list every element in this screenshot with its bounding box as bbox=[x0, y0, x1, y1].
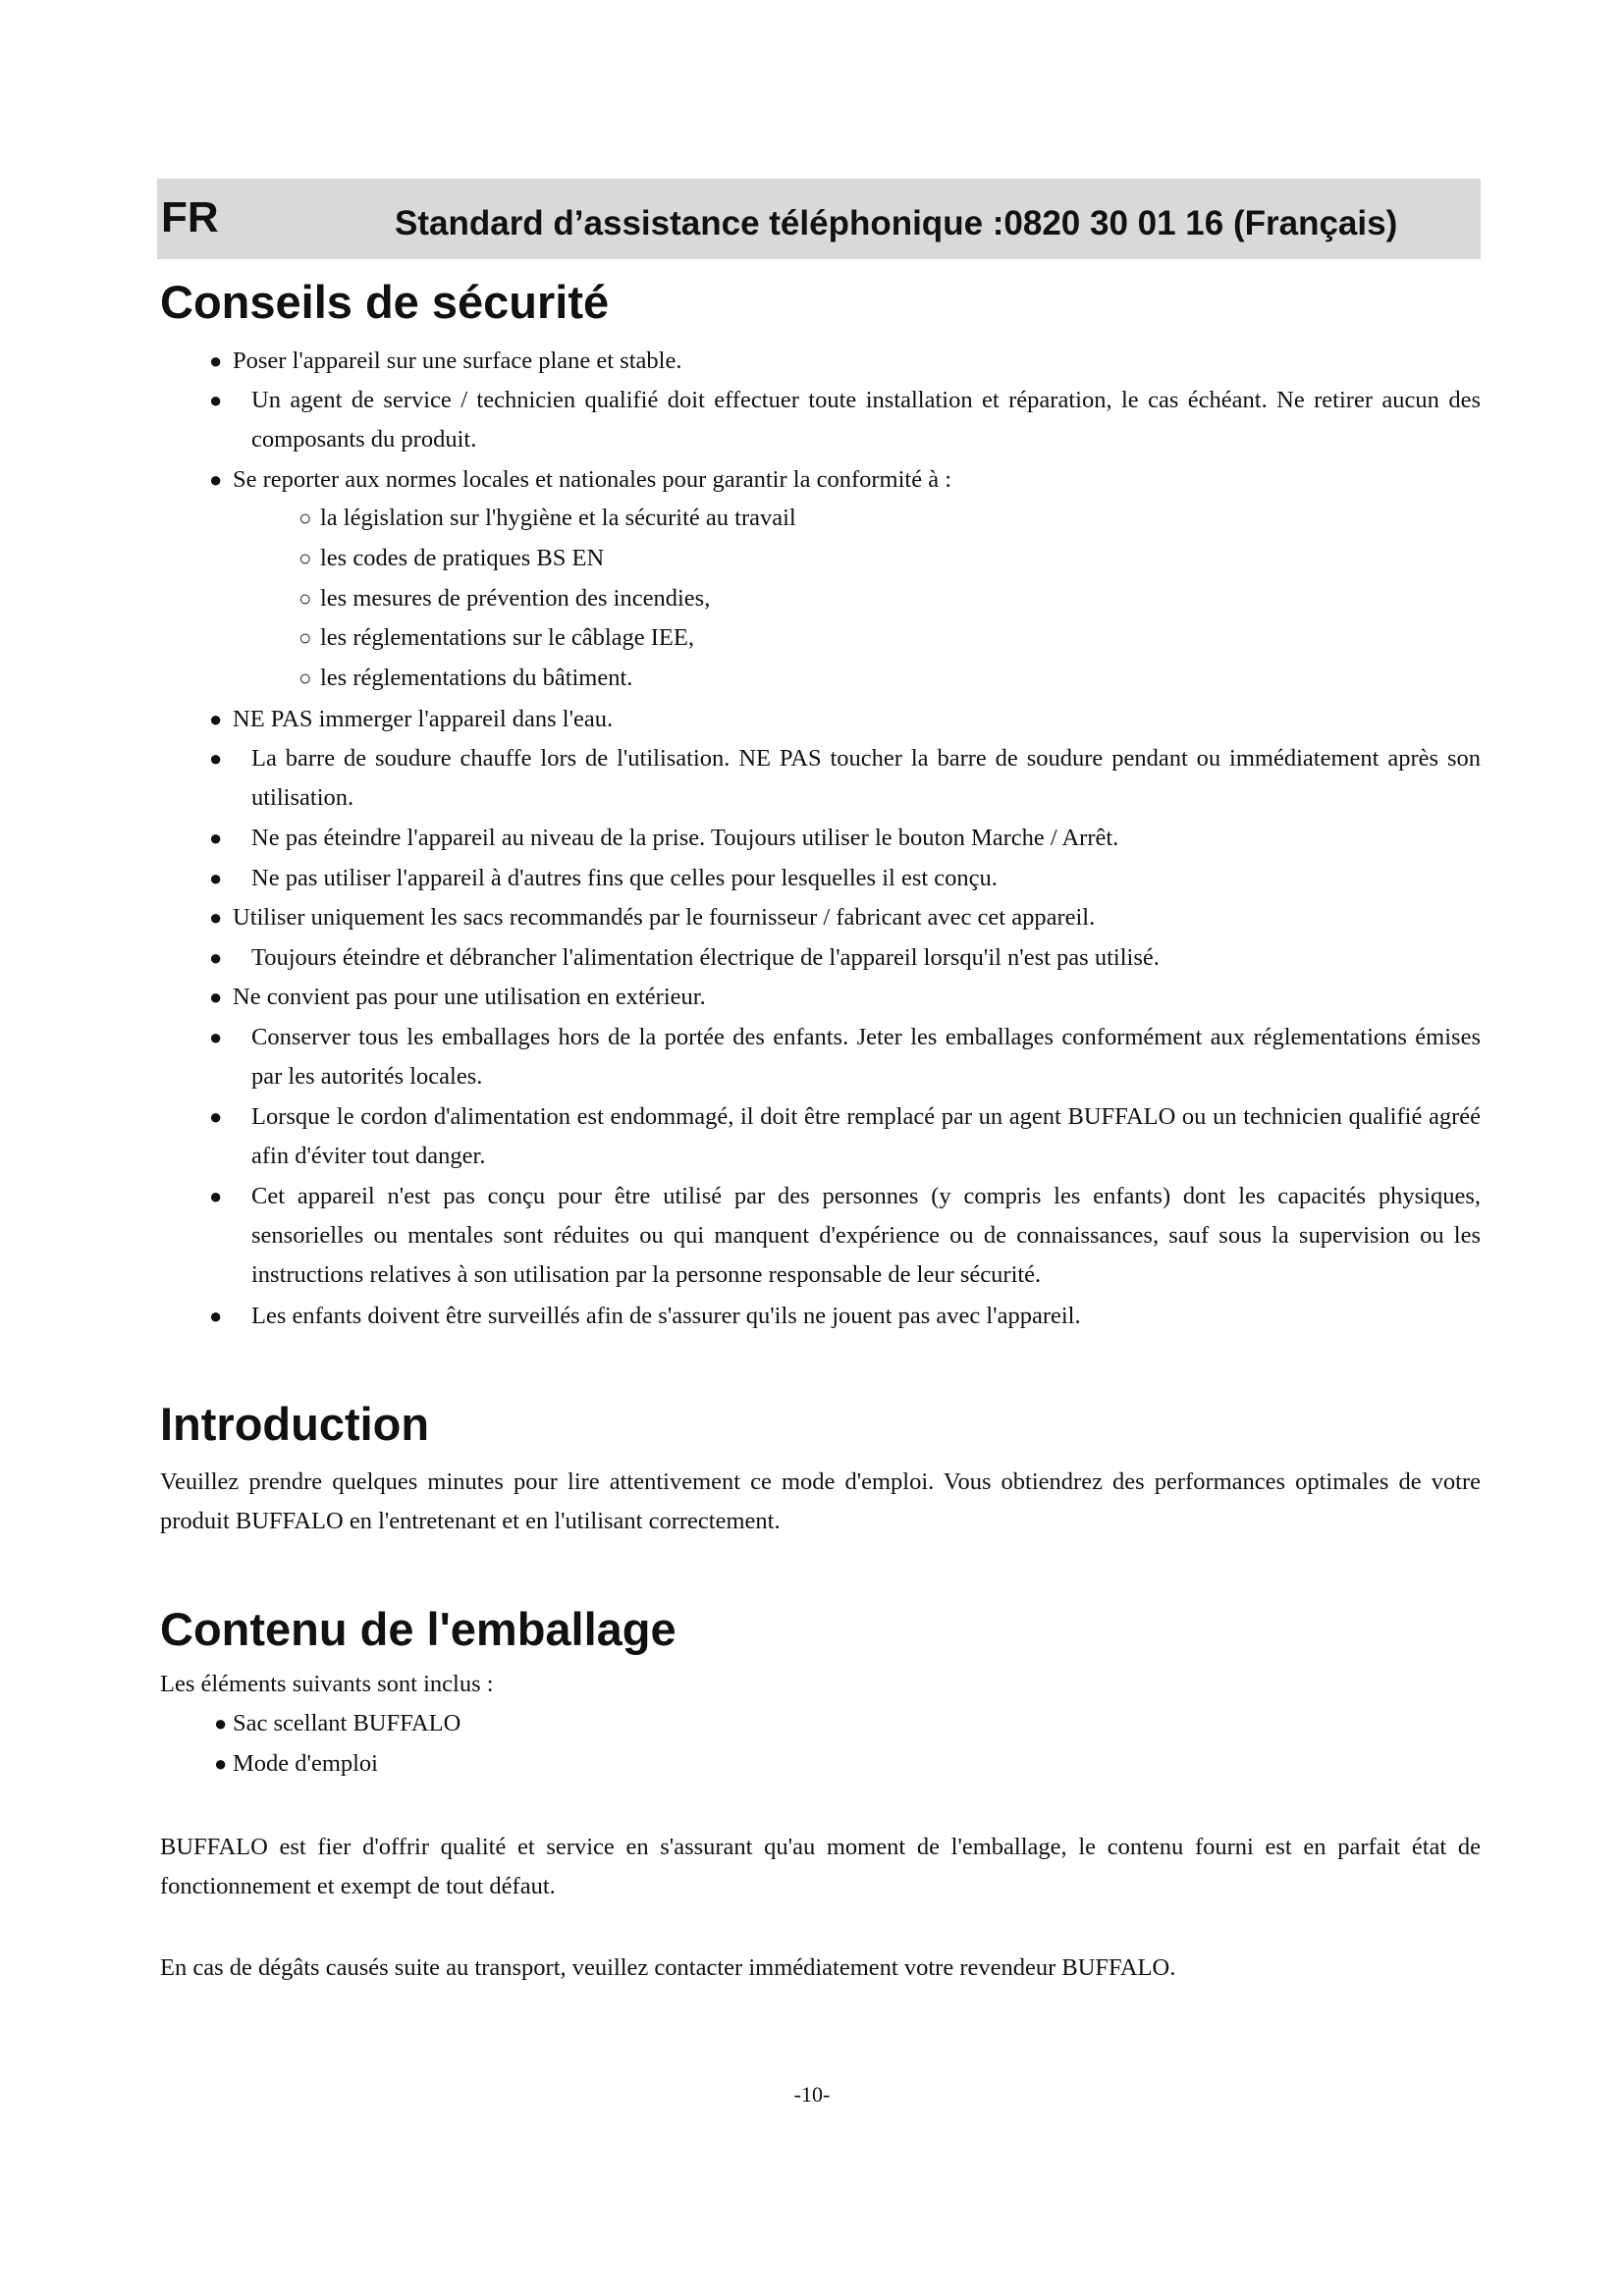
compliance-item bbox=[298, 618, 796, 659]
bullet-icon: ● bbox=[209, 1025, 223, 1049]
compliance-item bbox=[298, 499, 796, 539]
bullet-icon: ● bbox=[209, 1184, 223, 1208]
safety-item-text: Cet appareil n'est pas conçu pour être utilisé par des personnes (y compris les enfants) dont les capacités physiques, sensorielles ou mentales sont réduites ou qui manquent d'expérience ou de connaissances, sauf sous la supervision ou les instructions relatives à son utilisation par la personne responsable de leur sécurité. bbox=[251, 1183, 1481, 1288]
safety-item-text: Utiliser uniquement les sacs recommandés par le fournisseur / fabricant avec cet appareil. bbox=[233, 904, 1096, 931]
compliance-item-text: les réglementations du bâtiment. bbox=[320, 665, 633, 692]
support-hotline: Standard d’assistance téléphonique :0820 30 01 16 (Français) bbox=[395, 204, 1398, 242]
language-header-bar bbox=[157, 179, 1481, 259]
compliance-item-text: les codes de pratiques BS EN bbox=[320, 544, 605, 571]
package-contents-list bbox=[214, 1704, 460, 1784]
package-item bbox=[214, 1744, 460, 1785]
introduction-text: Veuillez prendre quelques minutes pour lire attentivement ce mode d'emploi. Vous obtiendrez des performances optimales de votre produit BUFFALO en l'entretenant et en l'utilisant correctement. bbox=[160, 1468, 1481, 1534]
compliance-item bbox=[298, 659, 796, 699]
bullet-icon: ● bbox=[209, 826, 223, 850]
safety-item-text: Toujours éteindre et débrancher l'alimentation électrique de l'appareil lorsqu'il n'est pas utilisé. bbox=[251, 944, 1160, 971]
safety-heading: Conseils de sécurité bbox=[160, 276, 610, 328]
package-item-text: Mode d'emploi bbox=[233, 1749, 378, 1777]
compliance-item bbox=[298, 579, 796, 619]
bullet-icon: ● bbox=[209, 746, 223, 771]
safety-item-text: Ne pas utiliser l'appareil à d'autres fins que celles pour lesquelles il est conçu. bbox=[251, 865, 998, 891]
package-contents-heading: Contenu de l'emballage bbox=[160, 1603, 677, 1655]
safety-item-text: Les enfants doivent être surveillés afin de s'assurer qu'ils ne jouent pas avec l'appareil. bbox=[251, 1303, 1081, 1329]
safety-item-text: Poser l'appareil sur une surface plane et stable. bbox=[233, 347, 682, 374]
bullet-icon: ● bbox=[209, 866, 223, 890]
page-number: -10- bbox=[793, 2082, 831, 2107]
bullet-icon: ● bbox=[209, 1304, 223, 1328]
circle-bullet-icon: ○ bbox=[298, 666, 312, 691]
compliance-item bbox=[298, 539, 796, 579]
language-code: FR bbox=[161, 193, 219, 241]
circle-bullet-icon: ○ bbox=[298, 506, 312, 530]
package-item-text: Sac scellant BUFFALO bbox=[233, 1710, 461, 1736]
package-contents-intro: Les éléments suivants sont inclus : bbox=[160, 1671, 494, 1697]
compliance-item-text: les mesures de prévention des incendies, bbox=[320, 584, 711, 612]
circle-bullet-icon: ○ bbox=[298, 585, 312, 611]
bullet-icon: ● bbox=[214, 1711, 228, 1735]
bullet-icon: ● bbox=[209, 348, 223, 373]
bullet-icon: ● bbox=[209, 388, 223, 412]
safety-item-text: Ne convient pas pour une utilisation en extérieur. bbox=[233, 984, 706, 1010]
bullet-icon: ● bbox=[209, 985, 223, 1009]
quality-note: BUFFALO est fier d'offrir qualité et service en s'assurant qu'au moment de l'emballage, le contenu fourni est en parfait état de fonctionnement et exempt de tout défaut. bbox=[160, 1834, 1481, 1899]
compliance-sublist bbox=[298, 499, 796, 699]
bullet-icon: ● bbox=[209, 707, 223, 731]
safety-item-text: Lorsque le cordon d'alimentation est endommagé, il doit être remplacé par un agent BUFFALO ou un technicien qualifié agréé afin d'éviter tout danger. bbox=[251, 1103, 1481, 1169]
bullet-icon: ● bbox=[209, 905, 223, 930]
compliance-item-text: les réglementations sur le câblage IEE, bbox=[320, 624, 694, 652]
safety-item-text: Conserver tous les emballages hors de la portée des enfants. Jeter les emballages conformément aux réglementations émises par les autorités locales. bbox=[251, 1024, 1481, 1090]
safety-item-text: Ne pas éteindre l'appareil au niveau de la prise. Toujours utiliser le bouton Marche / Arrêt. bbox=[251, 825, 1119, 851]
circle-bullet-icon: ○ bbox=[298, 625, 312, 651]
safety-item-text: La barre de soudure chauffe lors de l'utilisation. NE PAS toucher la barre de soudure pendant ou immédiatement après son utilisation. bbox=[251, 745, 1481, 811]
package-item bbox=[214, 1704, 460, 1744]
bullet-icon: ● bbox=[209, 467, 223, 492]
circle-bullet-icon: ○ bbox=[298, 545, 312, 570]
introduction-heading: Introduction bbox=[160, 1398, 430, 1450]
damage-note: En cas de dégâts causés suite au transport, veuillez contacter immédiatement votre revendeur BUFFALO. bbox=[160, 1954, 1176, 1981]
safety-item-text: Un agent de service / technicien qualifié doit effectuer toute installation et réparation, le cas échéant. Ne retirer aucun des composants du produit. bbox=[251, 387, 1481, 453]
safety-item-text: Se reporter aux normes locales et nationales pour garantir la conformité à : bbox=[233, 466, 951, 493]
safety-item-text: NE PAS immerger l'appareil dans l'eau. bbox=[233, 706, 614, 732]
compliance-item-text: la législation sur l'hygiène et la sécurité au travail bbox=[320, 505, 796, 531]
bullet-icon: ● bbox=[209, 945, 223, 970]
bullet-icon: ● bbox=[209, 1104, 223, 1129]
bullet-icon: ● bbox=[214, 1750, 228, 1776]
